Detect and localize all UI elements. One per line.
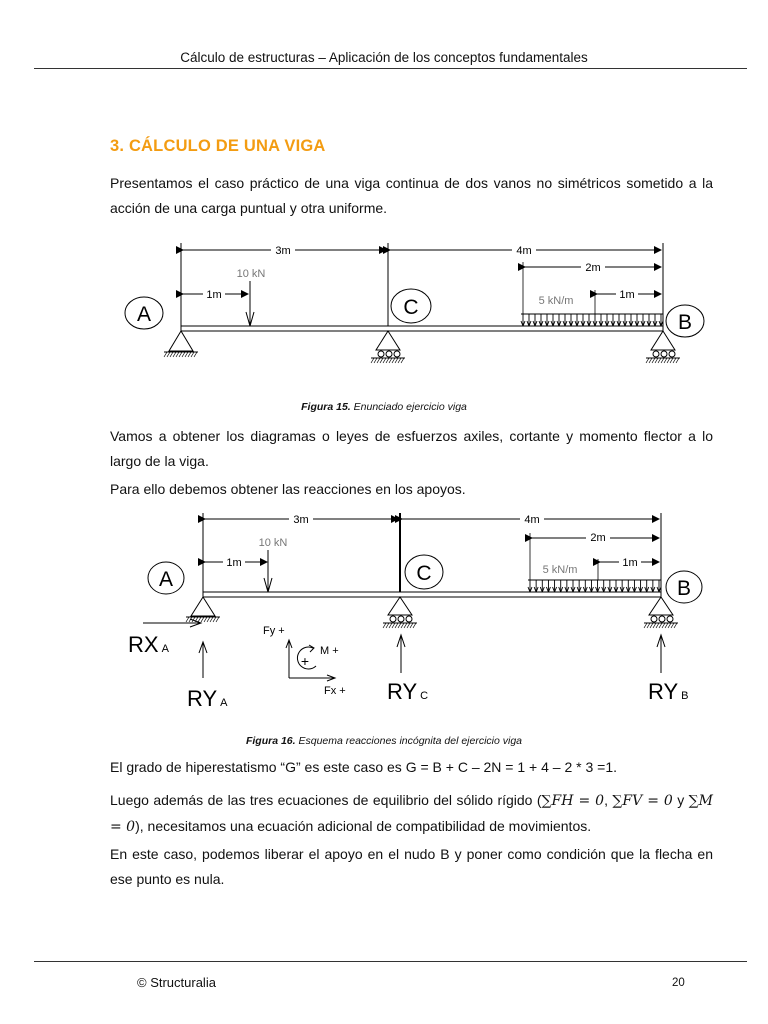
figure-16-caption-label: Figura 16. [245, 735, 296, 747]
fig16-support-a [186, 597, 220, 622]
fig16-support-c [383, 597, 417, 628]
fig16-dim-1m-left: 1m [226, 557, 242, 569]
footer-copyright: © Structuralia [137, 975, 216, 990]
fig15-node-c-label: C [403, 296, 419, 319]
figure-16-caption [0, 735, 768, 747]
figure-15-caption-text: Enunciado ejercicio viga [350, 401, 467, 413]
fig15-dim-4m: 4m [516, 245, 532, 257]
paragraph-hiperestatismo: El grado de hiperestatismo “G” es este caso es G = B + C – 2N = 1 + 4 – 2 * 3 =1. [110, 759, 617, 775]
fig16-dim-2m: 2m [590, 532, 606, 544]
fig15-node-b-label: B [677, 311, 693, 334]
fig15-support-a [164, 331, 198, 357]
fig16-node-b-label: B [676, 577, 692, 600]
header-rule [34, 68, 747, 69]
fig16-node-a-label: A [158, 568, 174, 591]
fig16-dim-3m: 3m [293, 514, 309, 526]
fig16-node-c-label: C [416, 562, 432, 585]
fig15-beam [181, 326, 663, 331]
paragraph-reacciones: Para ello debemos obtener las reacciones en los apoyos. [110, 481, 466, 497]
fig15-dist-load-label: 5 kN/m [538, 295, 574, 307]
fig15-dim-3m: 3m [275, 245, 291, 257]
fig15-dim-1m-right: 1m [619, 289, 635, 301]
paragraph-diagramas: Vamos a obtener los diagramas o leyes de esfuerzos axiles, cortante y momento flector a lo largo de la viga. [110, 428, 713, 469]
eq-text-end: ), necesitamos una ecuación adicional de compatibilidad de movimientos. [135, 817, 592, 834]
figure-16-diagram [120, 506, 720, 718]
fig16-fx-label: Fx + [324, 685, 346, 697]
eq-conjunction: y [672, 792, 689, 808]
eq-text-start: Luego además de las tres ecuaciones de equilibrio del sólido rígido ( [110, 792, 542, 808]
eq-sum-fh: ∑FH = 0 [541, 793, 605, 809]
paragraph-liberar-apoyo: En este caso, podemos liberar el apoyo en el nudo B y poner como condición que la flecha en ese punto es nula. [110, 846, 713, 887]
fig16-dist-load-label: 5 kN/m [542, 564, 578, 576]
footer-rule [34, 961, 747, 962]
fig16-dist-load-arrows [528, 580, 661, 592]
eq-sum-m: ∑M = 0 [110, 793, 713, 835]
section-title: 3. CÁLCULO DE UNA VIGA [110, 137, 326, 155]
figure-16-caption-text: Esquema reacciones incógnita del ejercicio viga [295, 735, 523, 747]
footer-page-number: 20 [672, 977, 685, 989]
fig16-rya-label: RY A [187, 686, 228, 711]
fig16-dim-4m: 4m [524, 514, 540, 526]
fig16-ryb-label: RY B [648, 679, 689, 704]
eq-sum-fv: ∑FV = 0 [612, 793, 673, 809]
fig15-support-b [646, 331, 680, 363]
page-header: Cálculo de estructuras – Aplicación de los conceptos fundamentales [180, 50, 588, 65]
fig16-m-label: M + [320, 645, 339, 657]
fig15-dist-load-arrows [521, 314, 663, 326]
fig16-support-b [644, 597, 678, 628]
fig15-support-c [371, 331, 405, 363]
fig16-point-load-label: 10 kN [258, 537, 288, 549]
figure-15-caption [0, 401, 768, 413]
fig16-rxa-label: RX A [128, 632, 169, 657]
fig15-dim-2m: 2m [585, 262, 601, 274]
fig16-sign-convention [263, 625, 346, 697]
fig16-ryc-label: RY C [387, 679, 429, 704]
figure-15-caption-label: Figura 15. [301, 401, 351, 413]
figure-15-diagram [110, 234, 720, 374]
fig15-point-load-label: 10 kN [236, 268, 266, 280]
eq-separator: , [604, 792, 613, 808]
fig15-dim-1m-left: 1m [206, 289, 222, 301]
fig16-plus-sign: + [300, 653, 310, 669]
fig16-beam [203, 592, 661, 597]
fig15-node-a-label: A [136, 303, 152, 326]
fig16-dim-1m-right: 1m [622, 557, 638, 569]
fig16-fy-label: Fy + [263, 625, 285, 637]
paragraph-ecuaciones [110, 788, 713, 839]
paragraph-intro: Presentamos el caso práctico de una viga continua de dos vanos no simétricos sometido a la acción de una carga puntual y otra uniforme. [110, 175, 713, 216]
